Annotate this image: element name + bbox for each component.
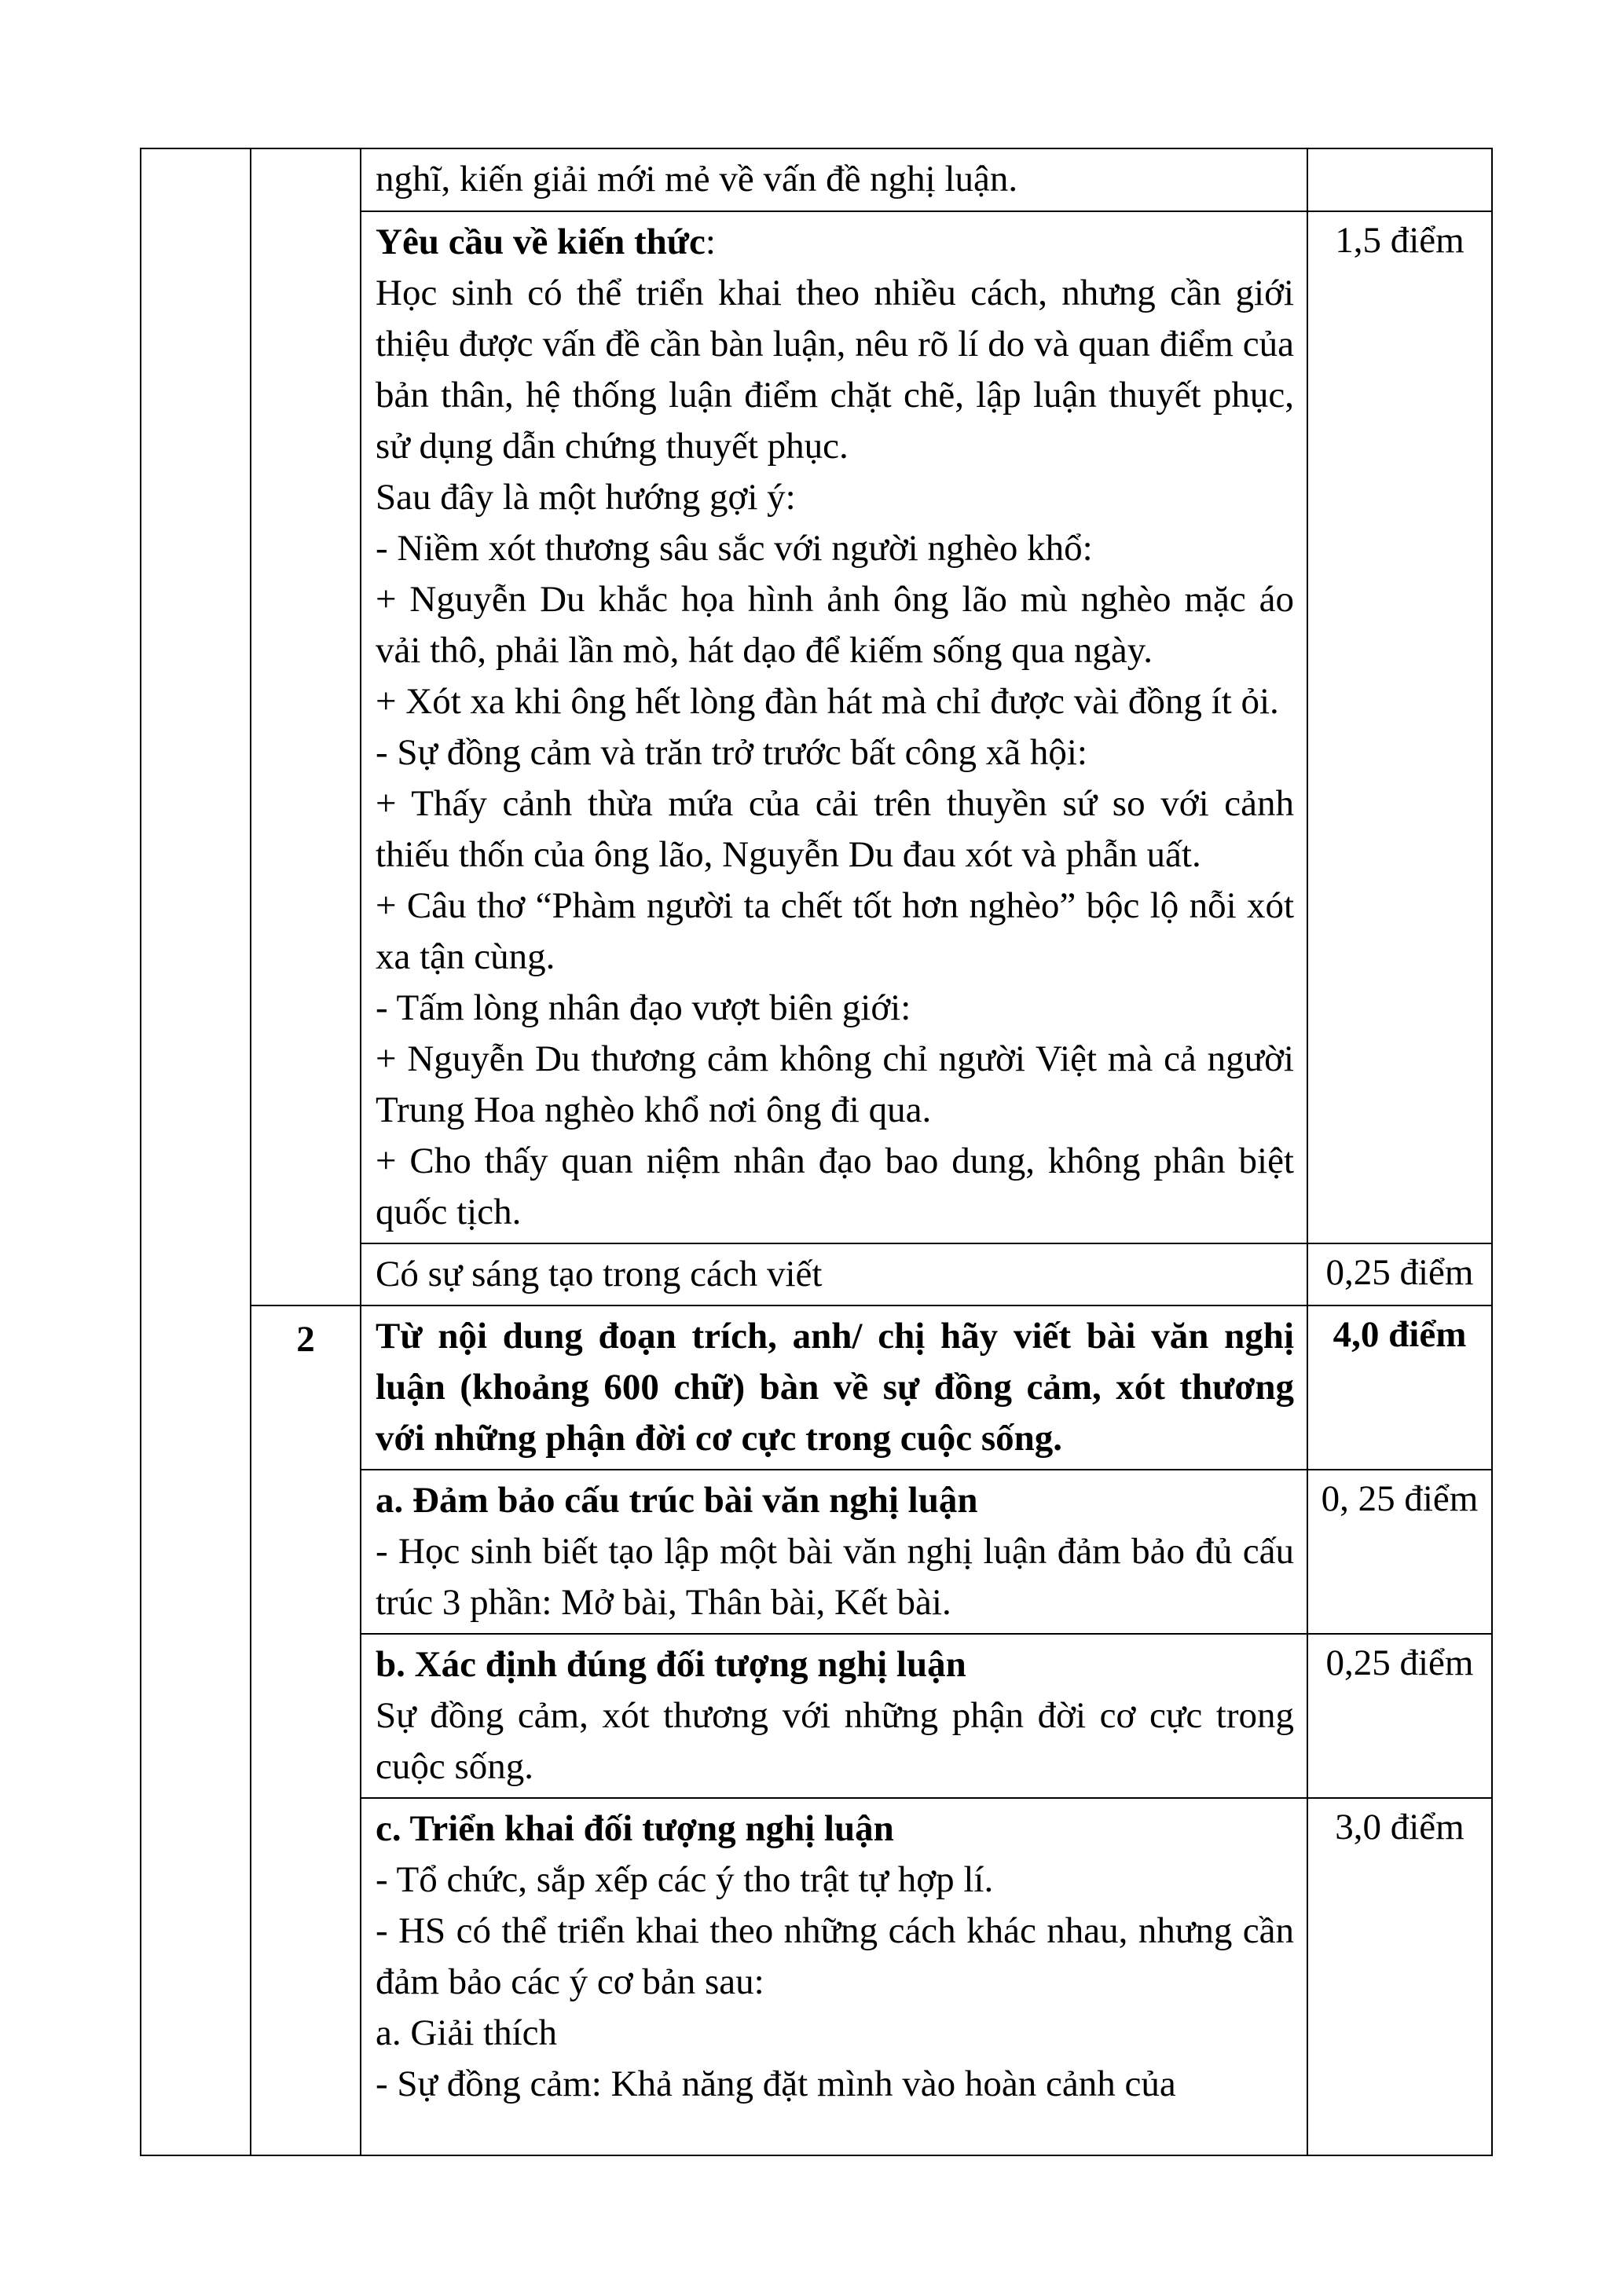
- section-heading-text: Yêu cầu về kiến thức: [376, 222, 706, 262]
- section-heading: [376, 217, 1294, 268]
- content-cell-creativity: [361, 1243, 1307, 1305]
- content-cell-criterion-c: [361, 1798, 1307, 2155]
- content-paragraph: Sự đồng cảm, xót thương với những phận đời cơ cực trong cuộc sống.: [376, 1695, 1294, 1787]
- content-paragraph: + Xót xa khi ông hết lòng đàn hát mà chỉ được vài đồng ít ỏi.: [376, 681, 1279, 722]
- content-cell-criterion-a: [361, 1470, 1307, 1634]
- points-cell: [1307, 1634, 1492, 1798]
- content-paragraph: + Thấy cảnh thừa mứa của cải trên thuyền sứ so với cảnh thiếu thốn của ông lão, Nguyễn Du đau xót và phẫn uất.: [376, 783, 1294, 875]
- content-paragraph: + Nguyễn Du thương cảm không chỉ người Việt mà cả người Trung Hoa nghèo khổ nơi ông đi qua.: [376, 1038, 1294, 1130]
- part-column-cell: [141, 148, 251, 2155]
- points-value: 3,0 điểm: [1335, 1807, 1465, 1847]
- content-paragraph: Sau đây là một hướng gợi ý:: [376, 477, 796, 518]
- criterion-heading: a. Đảm bảo cấu trúc bài văn nghị luận: [376, 1480, 978, 1521]
- points-cell: [1307, 1798, 1492, 2155]
- table-row: [141, 1305, 1492, 1470]
- content-paragraph: Học sinh có thể triển khai theo nhiều cách, nhưng cần giới thiệu được vấn đề cần bàn luận, nêu rõ lí do và quan điểm của bản thân, hệ thống luận điểm chặt chẽ, lập luận thuyết phục, sử dụng dẫn chứng thuyết phục.: [376, 273, 1294, 467]
- criterion-heading: b. Xác định đúng đối tượng nghị luận: [376, 1644, 966, 1685]
- content-paragraph: - Học sinh biết tạo lập một bài văn nghị luận đảm bảo đủ cấu trúc 3 phần: Mở bài, Thân bài, Kết bài.: [376, 1531, 1294, 1623]
- points-cell: [1307, 1470, 1492, 1634]
- question-number: 2: [296, 1319, 315, 1360]
- points-cell: [1307, 148, 1492, 211]
- question-number-cell-empty: [251, 148, 361, 1305]
- content-paragraph: - Tổ chức, sắp xếp các ý tho trật tự hợp lí.: [376, 1859, 994, 1900]
- section-heading-suffix: :: [705, 222, 716, 262]
- content-cell-criterion-b: [361, 1634, 1307, 1798]
- points-value: 4,0 điểm: [1333, 1314, 1467, 1355]
- content-paragraph: - Sự đồng cảm và trăn trở trước bất công xã hội:: [376, 732, 1087, 773]
- criterion-heading: c. Triển khai đối tượng nghị luận: [376, 1808, 894, 1849]
- question-text: Từ nội dung đoạn trích, anh/ chị hãy viết bài văn nghị luận (khoảng 600 chữ) bàn về sự đồng cảm, xót thương với những phận đời cơ cực trong cuộc sống.: [376, 1316, 1294, 1459]
- points-value: 0,25 điểm: [1325, 1642, 1474, 1683]
- content-cell-knowledge-requirements: [361, 211, 1307, 1243]
- content-cell-question-2: [361, 1305, 1307, 1470]
- content-paragraph: - Niềm xót thương sâu sắc với người nghèo khổ:: [376, 528, 1093, 569]
- content-paragraph: a. Giải thích: [376, 2012, 558, 2053]
- content-paragraph: + Cho thấy quan niệm nhân đạo bao dung, không phân biệt quốc tịch.: [376, 1141, 1294, 1232]
- content-paragraph: - Sự đồng cảm: Khả năng đặt mình vào hoàn cảnh của: [376, 2063, 1176, 2104]
- points-value: 0, 25 điểm: [1321, 1478, 1479, 1519]
- points-cell: [1307, 1243, 1492, 1305]
- content-cell-continuation: [361, 148, 1307, 211]
- table-row: [141, 148, 1492, 211]
- content-text: nghĩ, kiến giải mới mẻ về vấn đề nghị luận.: [376, 159, 1018, 200]
- content-text: Có sự sáng tạo trong cách viết: [376, 1254, 823, 1294]
- points-value: 0,25 điểm: [1325, 1252, 1474, 1293]
- grading-rubric-table: [140, 148, 1493, 2156]
- points-cell: [1307, 211, 1492, 1243]
- content-paragraph: + Câu thơ “Phàm người ta chết tốt hơn nghèo” bộc lộ nỗi xót xa tận cùng.: [376, 885, 1294, 977]
- content-paragraph: - Tấm lòng nhân đạo vượt biên giới:: [376, 987, 911, 1028]
- points-value: 1,5 điểm: [1335, 220, 1465, 261]
- points-cell: [1307, 1305, 1492, 1470]
- content-paragraph: + Nguyễn Du khắc họa hình ảnh ông lão mù nghèo mặc áo vải thô, phải lần mò, hát dạo để kiếm sống qua ngày.: [376, 579, 1294, 671]
- question-number-cell: [251, 1305, 361, 2155]
- content-paragraph: - HS có thể triển khai theo những cách khác nhau, nhưng cần đảm bảo các ý cơ bản sau:: [376, 1910, 1294, 2002]
